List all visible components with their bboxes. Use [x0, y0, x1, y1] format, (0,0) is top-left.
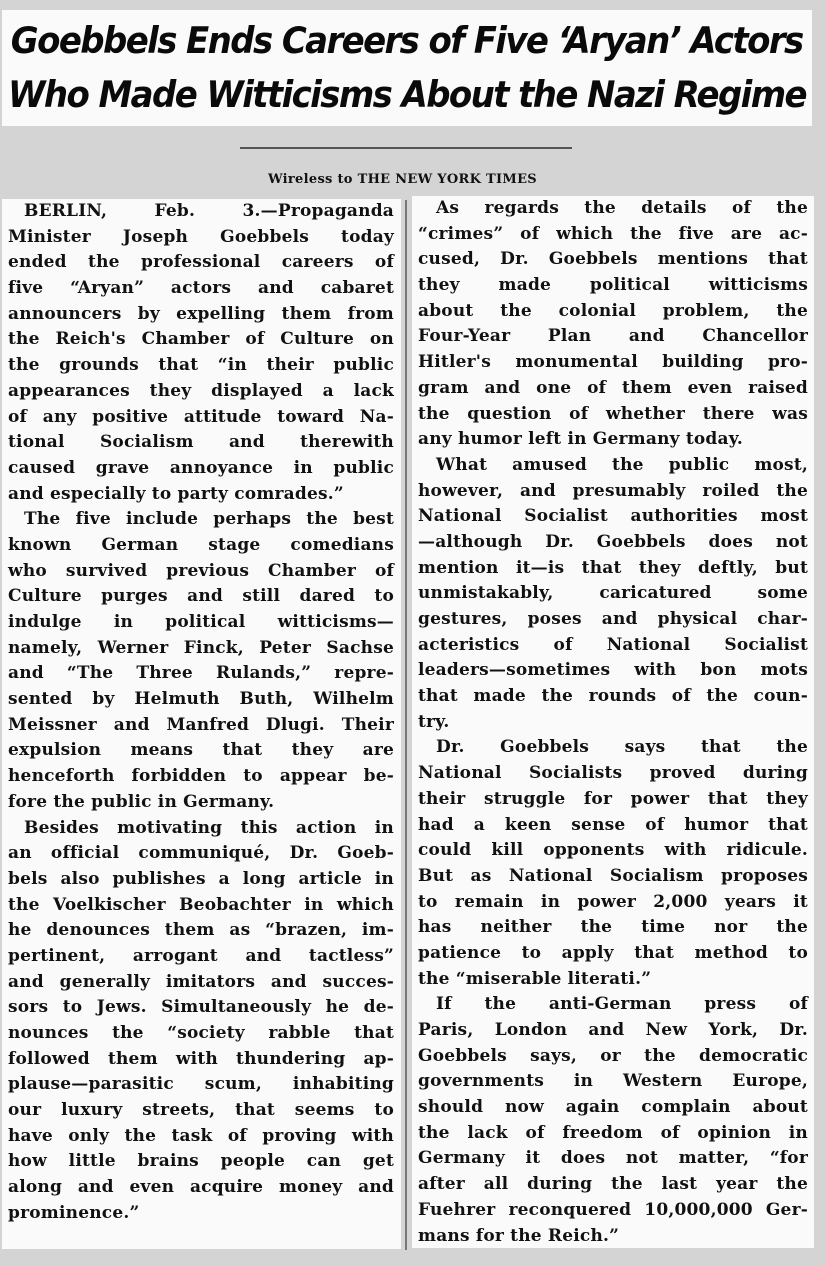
text-line: expulsion means that they are [8, 740, 394, 761]
text-line: who survived previous Chamber of [8, 560, 394, 581]
text-line: Goebbels says, or the democratic [418, 1045, 808, 1066]
headline-line-2: Who Made Witticisms About the Nazi Regime [8, 73, 806, 116]
text-line: acteristics of National Socialist [418, 634, 808, 655]
text-line: indulge in political witticisms— [8, 612, 394, 632]
text-line: “crimes” of which the five are ac- [418, 223, 808, 244]
headline-line-1: Goebbels Ends Careers of Five ‘Aryan’ Actors [11, 19, 803, 62]
text-line: five “Aryan” actors and cabaret [8, 278, 394, 299]
text-line: Dr. Goebbels says that the [436, 737, 808, 758]
text-line: Besides motivating this action in [24, 817, 394, 838]
text-line: Hitler's monumental building pro- [418, 352, 808, 373]
text-line: to remain in power 2,000 years it [418, 891, 808, 912]
text-line: Germany it does not matter, “for [418, 1148, 808, 1169]
text-line: mention it—is that they deftly, but [418, 557, 808, 578]
text-line: prominence.” [8, 1202, 140, 1223]
text-line: should now again complain about [418, 1097, 808, 1118]
text-line: If the anti-German press of [436, 994, 808, 1015]
text-line: and especially to party comrades.” [8, 483, 344, 504]
text-line: announcers by expelling them from [8, 303, 394, 324]
text-line: mans for the Reich.” [418, 1225, 620, 1246]
article-column-right [412, 196, 814, 1248]
article-column-left [2, 199, 401, 1249]
text-line: ended the professional careers of [8, 252, 394, 273]
text-line: the question of whether there was [418, 403, 808, 424]
text-line: caused grave annoyance in public [8, 457, 394, 478]
text-line: namely, Werner Finck, Peter Sachse [8, 637, 394, 658]
text-line: the grounds that “in their public [8, 355, 394, 376]
text-line: governments in Western Europe, [418, 1071, 808, 1092]
text-line: What amused the public most, [436, 454, 808, 475]
text-line: plause—parasitic scum, inhabiting [8, 1074, 394, 1095]
text-line: our luxury streets, that seems to [8, 1100, 394, 1121]
text-line: try. [418, 711, 450, 732]
text-line: unmistakably, caricatured some [418, 583, 808, 604]
text-line: National Socialists proved during [418, 763, 808, 784]
text-line: however, and presumably roiled the [418, 480, 808, 501]
text-line: Meissner and Manfred Dlugi. Their [8, 714, 394, 735]
text-line: has neither the time nor the [418, 917, 808, 938]
text-line: fore the public in Germany. [8, 791, 275, 812]
text-line: Four-Year Plan and Chancellor [418, 326, 808, 347]
text-line: tional Socialism and therewith [8, 432, 394, 453]
text-line: any humor left in Germany today. [418, 429, 743, 450]
headline [2, 10, 812, 126]
text-line: henceforth forbidden to appear be- [8, 766, 394, 787]
text-line: bels also publishes a long article in [8, 868, 394, 889]
text-line: they made political witticisms [418, 275, 808, 296]
text-line: could kill opponents with ridicule. [418, 840, 808, 861]
text-line: the Reich's Chamber of Culture on [8, 329, 394, 350]
text-line: —although Dr. Goebbels does not [418, 531, 808, 552]
text-line: how little brains people can get [8, 1151, 394, 1172]
byline: Wireless to THE NEW YORK TIMES [268, 172, 537, 187]
text-line: and generally imitators and succes- [8, 971, 394, 992]
text-line: of any positive attitude toward Na- [8, 406, 394, 427]
text-line: BERLIN, Feb. 3.—Propaganda [24, 201, 394, 221]
text-line: gram and one of them even raised [418, 377, 808, 398]
text-line: Paris, London and New York, Dr. [418, 1020, 808, 1040]
text-line: the “miserable literati.” [418, 968, 652, 989]
column-divider [405, 200, 407, 1250]
text-line: that made the rounds of the coun- [418, 686, 808, 707]
text-line: known German stage comedians [8, 534, 394, 555]
text-line: have only the task of proving with [8, 1125, 394, 1146]
text-line: leaders—sometimes with bon mots [418, 660, 808, 681]
text-line: gestures, poses and physical char- [418, 609, 808, 629]
text-line: followed them with thundering ap- [8, 1048, 394, 1069]
text-line: Fuehrer reconquered 10,000,000 Ger- [418, 1199, 808, 1220]
text-line: nounces the “society rabble that [8, 1023, 394, 1043]
text-line: he denounces them as “brazen, im- [8, 920, 394, 941]
text-line: cused, Dr. Goebbels mentions that [418, 249, 808, 270]
text-line: their struggle for power that they [418, 788, 808, 809]
text-line: an official communiqué, Dr. Goeb- [8, 843, 394, 864]
text-line: patience to apply that method to [418, 942, 808, 963]
text-line: As regards the details of the [436, 198, 808, 218]
text-line: the Voelkischer Beobachter in which [8, 894, 394, 915]
text-line: The five include perhaps the best [24, 509, 394, 530]
text-line: pertinent, arrogant and tactless” [8, 945, 394, 966]
headline-rule [240, 147, 572, 149]
text-line: and “The Three Rulands,” repre- [8, 663, 394, 684]
text-line: Culture purges and still dared to [8, 586, 394, 607]
text-line: National Socialist authorities most [418, 506, 808, 527]
text-line: after all during the last year the [418, 1174, 808, 1195]
text-line: sors to Jews. Simultaneously he de- [8, 997, 394, 1018]
text-line: appearances they displayed a lack [8, 380, 394, 401]
text-line: sented by Helmuth Buth, Wilhelm [8, 689, 394, 710]
text-line: along and even acquire money and [8, 1177, 394, 1198]
text-line: But as National Socialism proposes [418, 865, 808, 886]
text-line: had a keen sense of humor that [418, 814, 808, 835]
text-line: the lack of freedom of opinion in [418, 1122, 808, 1143]
text-line: about the colonial problem, the [418, 300, 808, 321]
text-line: Minister Joseph Goebbels today [8, 226, 394, 247]
